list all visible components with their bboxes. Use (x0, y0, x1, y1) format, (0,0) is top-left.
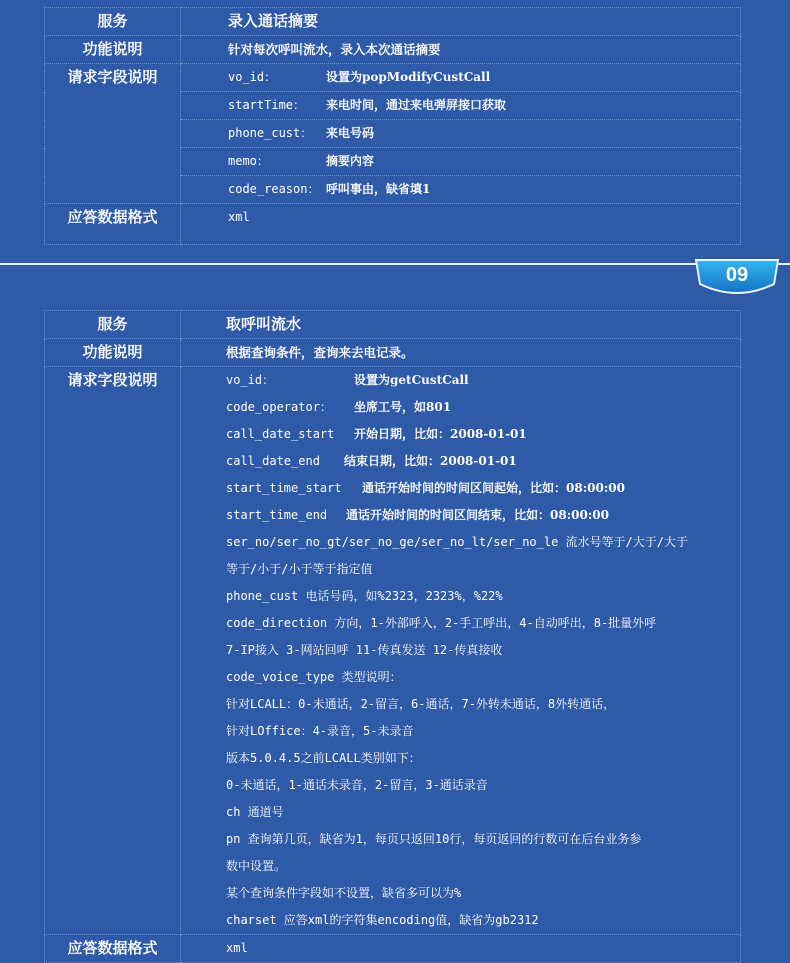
service-section-record-call-summary (0, 0, 790, 253)
field-key: phone_cust： (228, 126, 313, 140)
description-line: 某个查询条件字段如不设置，缺省多可以为% (226, 886, 462, 900)
service-label: 服务 (45, 8, 181, 36)
field-desc: 设置为popModifyCustCall (326, 70, 491, 84)
field-row (226, 394, 740, 421)
function-value: 针对每次呼叫流水，录入本次通话摘要 (181, 36, 741, 64)
request-fields-content (181, 367, 741, 935)
function-label: 功能说明 (45, 339, 181, 367)
response-format-value: xml (181, 204, 741, 245)
service-value: 取呼叫流水 (181, 311, 741, 339)
field-desc: 坐席工号，如801 (354, 400, 452, 414)
description-line: ser_no/ser_no_gt/ser_no_ge/ser_no_lt/ser_no_le 流水号等于/大于/大于 (226, 535, 689, 549)
description-line: 针对LCALL：0-未通话，2-留言，6-通话，7-外转未通话，8外转通话， (226, 697, 616, 711)
request-fields-label: 请求字段说明 (45, 367, 181, 935)
field-row (181, 64, 741, 92)
field-key: start_time_end (226, 508, 328, 522)
request-fields-label: 请求字段说明 (45, 64, 181, 204)
response-format-label: 应答数据格式 (45, 935, 181, 963)
field-desc: 设置为getCustCall (354, 373, 469, 387)
description-line: 版本5.0.4.5之前LCALL类别如下： (226, 751, 421, 765)
field-desc: 通话开始时间的时间区间结束，比如：08:00:00 (346, 508, 609, 522)
function-value: 根据查询条件，查询来去电记录。 (181, 339, 741, 367)
function-label: 功能说明 (45, 36, 181, 64)
description-line: charset 应答xml的字符集encoding值，缺省为gb2312 (226, 913, 539, 927)
field-key: code_reason： (228, 182, 320, 196)
field-key: call_date_end (226, 454, 320, 468)
field-desc: 摘要内容 (326, 154, 375, 168)
field-desc: 结束日期，比如：2008-01-01 (344, 454, 517, 468)
description-line: 等于/小于/小于等于指定值 (226, 562, 373, 576)
field-desc: 来电号码 (326, 126, 375, 140)
response-format-label: 应答数据格式 (45, 204, 181, 245)
service-label: 服务 (45, 311, 181, 339)
response-format-value: xml (181, 935, 741, 963)
page-number: 09 (725, 264, 749, 286)
field-row (226, 475, 740, 502)
field-desc: 通话开始时间的时间区间起始，比如：08:00:00 (362, 481, 625, 495)
description-line: 针对LOffice：4-录音，5-未录音 (226, 724, 414, 738)
field-row (181, 92, 741, 120)
field-row (226, 448, 740, 475)
service-section-get-call-records (0, 264, 790, 962)
field-row (181, 120, 741, 148)
field-row (181, 176, 741, 204)
description-line: 7-IP接入 3-网站回呼 11-传真发送 12-传真接收 (226, 643, 503, 657)
description-line: 0-未通话，1-通话未录音，2-留言，3-通话录音 (226, 778, 488, 792)
service-table (44, 7, 741, 245)
field-row (181, 148, 741, 176)
field-key: call_date_start (226, 427, 335, 441)
field-desc: 呼叫事由，缺省填1 (326, 182, 431, 196)
field-row (226, 367, 740, 394)
field-desc: 来电时间，通过来电弹屏接口获取 (326, 98, 507, 112)
field-key: startTime： (228, 98, 306, 112)
field-row (226, 421, 740, 448)
field-key: vo_id： (226, 373, 275, 387)
field-key: code_operator： (226, 400, 332, 414)
description-line: ch 通道号 (226, 805, 284, 819)
description-line: code_direction 方向，1-外部呼入，2-手工呼出，4-自动呼出，8-批量外呼 (226, 616, 657, 630)
service-value: 录入通话摘要 (181, 8, 741, 36)
service-table (44, 310, 741, 963)
description-line: phone_cust 电话号码，如%2323，2323%，%22% (226, 589, 503, 603)
description-line: 数中设置。 (226, 859, 287, 873)
description-line: pn 查询第几页，缺省为1，每页只返回10行，每页返回的行数可在后台业务参 (226, 832, 642, 846)
field-row (226, 502, 740, 529)
field-desc: 开始日期，比如：2008-01-01 (354, 427, 527, 441)
field-key: start_time_start (226, 481, 342, 495)
description-line: code_voice_type 类型说明： (226, 670, 402, 684)
field-key: vo_id： (228, 70, 277, 84)
field-key: memo： (228, 154, 269, 168)
